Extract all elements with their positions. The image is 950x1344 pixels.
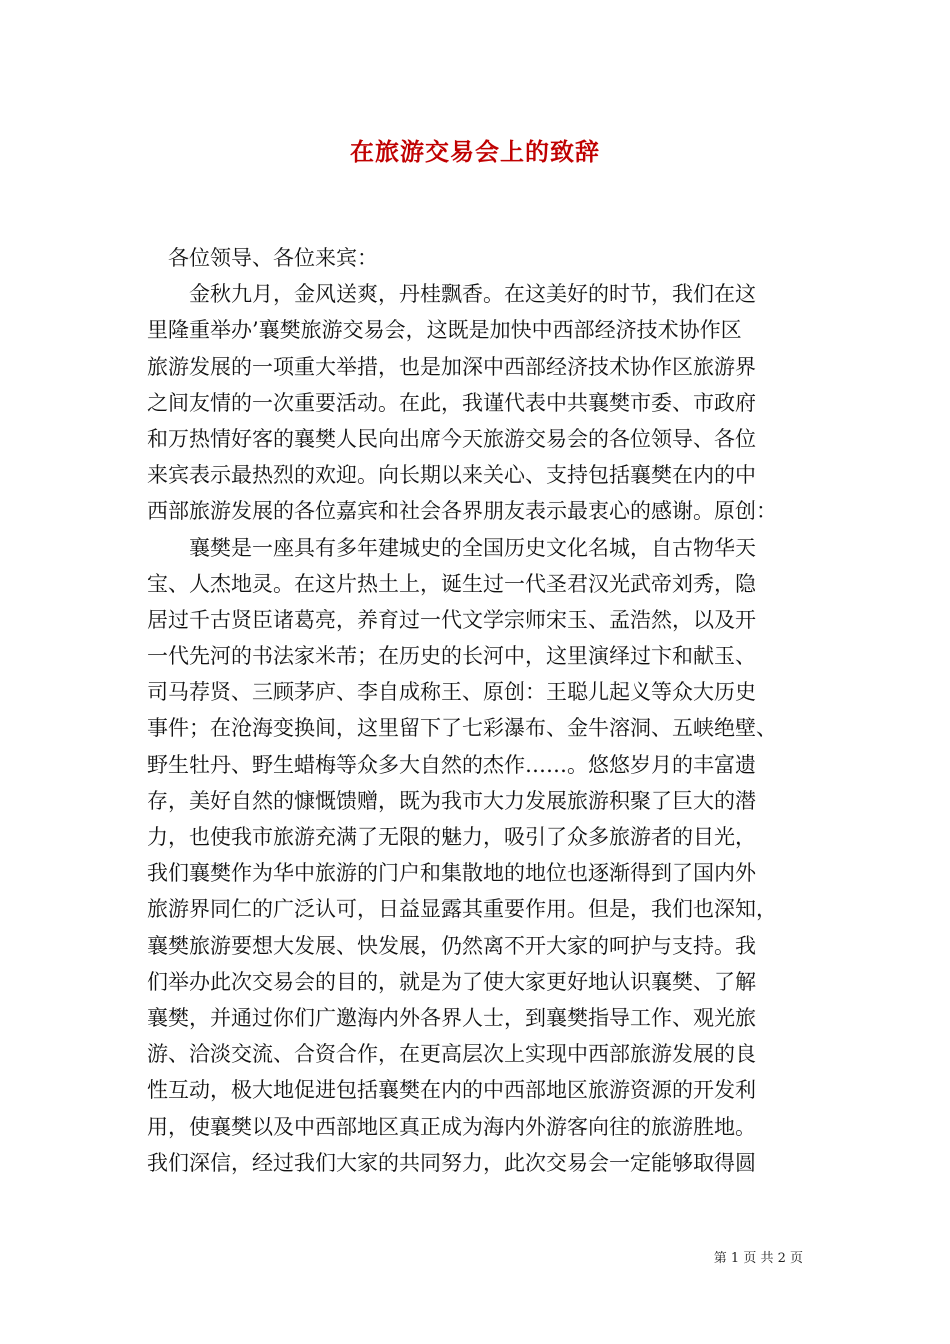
body-line: 们举办此次交易会的目的，就是为了使大家更好地认识襄樊、了解	[147, 969, 756, 994]
body-line: 旅游界同仁的广泛认可，日益显露其重要作用。但是，我们也深知，	[147, 897, 777, 922]
body-line: 用，使襄樊以及中西部地区真正成为海内外游客向往的旅游胜地。	[147, 1114, 756, 1139]
body-line: 野生牡丹、野生蜡梅等众多大自然的杰作……。悠悠岁月的丰富遗	[147, 752, 756, 777]
body-line: 金秋九月，金风送爽，丹桂飘香。在这美好的时节，我们在这	[147, 282, 756, 307]
body-line: 各位领导、各位来宾：	[147, 246, 378, 270]
body-line: 宝、人杰地灵。在这片热土上，诞生过一代圣君汉光武帝刘秀，隐	[147, 571, 756, 596]
body-line: 事件；在沧海变换间，这里留下了七彩瀑布、金牛溶洞、五峡绝壁、	[147, 716, 777, 741]
body-line: 游、洽淡交流、合资合作，在更高层次上实现中西部旅游发展的良	[147, 1042, 756, 1067]
body-line: 襄樊是一座具有多年建城史的全国历史文化名城，自古物华天	[147, 535, 756, 560]
body-line: 我们深信，经过我们大家的共同努力，此次交易会一定能够取得圆	[147, 1150, 756, 1175]
body-line: 力，也使我市旅游充满了无限的魅力，吸引了众多旅游者的目光，	[147, 825, 756, 849]
document-title: 在旅游交易会上的致辞	[350, 137, 600, 166]
body-line: 一代先河的书法家米芾；在历史的长河中，这里演绎过卞和献玉、	[147, 644, 756, 669]
body-line: 来宾表示最热烈的欢迎。向长期以来关心、支持包括襄樊在内的中	[147, 463, 756, 488]
body-line: 襄樊旅游要想大发展、快发展，仍然离不开大家的呵护与支持。我	[147, 933, 756, 958]
body-line: 存，美好自然的慷慨馈赠，既为我市大力发展旅游积聚了巨大的潜	[147, 788, 756, 813]
body-line: 居过千古贤臣诸葛亮，养育过一代文学宗师宋玉、孟浩然，以及开	[147, 607, 756, 632]
body-line: 司马荐贤、三顾茅庐、李自成称王、原创：王聪儿起义等众大历史	[147, 680, 756, 705]
body-line: 里隆重举办’襄樊旅游交易会，这既是加快中西部经济技术协作区	[147, 318, 742, 343]
body-line: 之间友情的一次重要活动。在此，我谨代表中共襄樊市委、市政府	[147, 390, 756, 415]
body-line: 性互动，极大地促进包括襄樊在内的中西部地区旅游资源的开发利	[147, 1078, 756, 1103]
body-line: 旅游发展的一项重大举措，也是加深中西部经济技术协作区旅游界	[147, 354, 756, 379]
body-line: 西部旅游发展的各位嘉宾和社会各界朋友表示最衷心的感谢。原创：	[147, 499, 777, 524]
page-number: 第 1 页 共 2 页	[713, 1251, 803, 1266]
document-body	[147, 240, 803, 1181]
body-line: 襄樊，并通过你们广邀海内外各界人士，到襄樊指导工作、观光旅	[147, 1005, 756, 1030]
body-line: 我们襄樊作为华中旅游的门户和集散地的地位也逐渐得到了国内外	[147, 861, 756, 886]
body-line: 和万热情好客的襄樊人民向出席今天旅游交易会的各位领导、各位	[147, 426, 756, 451]
